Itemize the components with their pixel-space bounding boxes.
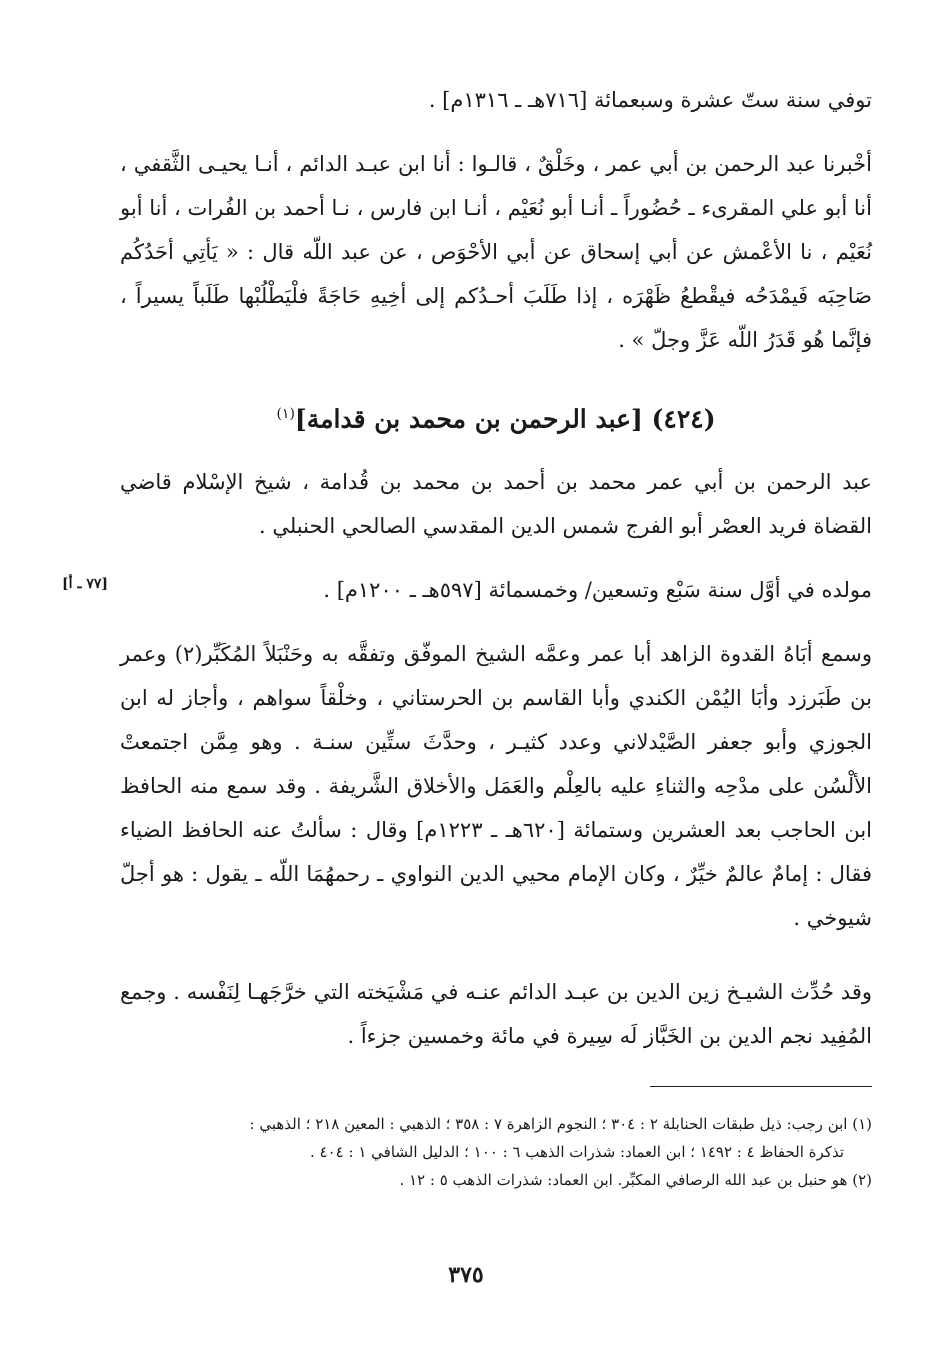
page-number: ٣٧٥ [448,1262,484,1288]
manuscript-folio-reference: [٧٧ ـ أ] [62,576,109,592]
lineage-paragraph [120,460,872,548]
footnote-2: (٢) هو حنبل بن عبد الله الرصافي المكبِّر. ابن العماد: شذرات الذهب ٥ : ١٢ . [399,1171,872,1189]
hearing-text: وسمع أبَاهُ القدوة الزاهد أبا عمر وعمَّه الشيخ الموفّق وتفقَّه به وحَنْبَلاً المُكَبِّر(٢) وعمر بن طَبَرزد وأبَا اليُمْن الكندي وأبا القاسم بن الحرستاني ، وخلْقاً سواهم ، وأجاز له ابن الجوزي وأبو جعفر الصَّيْدلاني وعدد كثيـر ، وحدَّثَ ستِّين سنـة . وهو مِمَّن اجتمعتْ الألْسُن على مدْحِه والثناءِ عليه بالعِلْم والعَمَل والأخلاق الشَّريفة . وقد سمع منه الحافظ ابن الحاجب بعد العشرين وستمائة [٦٢٠هـ ـ ١٢٢٣م] وقال : سألتُ عنه الحافظ الضياء فقال : إمامٌ عالمٌ خيِّرٌ ، وكان الإمام محيي الدين النواوي ـ رحمهُمَا اللّه ـ يقول : هو أجلّ شيوخي . [120,642,873,930]
hearing-paragraph [120,632,872,940]
narrated-text: وقد حُدِّث الشيـخ زين الدين بن عبـد الدائم عنـه في مَشْيَخته التي خرَّجَهـا لِنَفْسه . وجمع المُفِيد نجم الدين بن الخَبَّاز لَه سِيرة في مائة وخمسين جزءاً . [120,980,872,1048]
entry-heading [120,392,872,441]
birth-text: مولده في أوَّل سنة سَبْع وتسعين/ وخمسمائة [٥٩٧هـ ـ ١٢٠٠م] . [323,578,872,602]
birth-paragraph [120,568,872,612]
entry-heading-text: (٤٢٤) [عبد الرحمن بن محمد بن قدامة] [294,404,716,434]
footnote-1-line-1: (١) ابن رجب: ذيل طبقات الحنابلة ٢ : ٣٠٤ ؛ النجوم الزاهرة ٧ : ٣٥٨ ؛ الذهبي : المعين ٢١٨ ؛ الذهبي : [249,1115,872,1133]
death-paragraph [120,78,872,122]
death-text: توفي سنة ستّ عشرة وسبعمائة [٧١٦هـ ـ ١٣١٦م] . [428,88,872,112]
narration-paragraph [120,142,872,362]
narration-text: أخْبرنا عبد الرحمن بن أبي عمر ، وخَلْقٌ ، قالـوا : أنا ابن عبـد الدائم ، أنـا يحيـى الثَّقفي ، أنا أبو علي المقرىء ـ حُضُوراً ـ أنـا أبو نُعَيْم ، أنـا ابن فارس ، نـا أحمد بن الفُرات ، أنا أبو نُعَيْم ، نا الأعْمش عن أبي إسحاق عن أبي الأحْوَص ، عن عبد اللّه قال : « يَأتِي أحَدُكُم صَاحِبَه فَيمْدَحُه فيقْطعُ ظَهْرَه ، إذا طَلَبَ أحـدُكم إلى أخِيهِ حَاجَةً فلْيَطْلُبْها طَلَباً يسيراً ، فإنَّما هُو قَدَرُ اللّه عَزَّ وجلّ » . [120,152,872,352]
entry-footnote-marker: (١) [276,406,295,422]
footnote-1-line-2: تذكرة الحفاظ ٤ : ١٤٩٢ ؛ ابن العماد: شذرات الذهب ٦ : ١٠٠ ؛ الدليل الشافي ١ : ٤٠٤ . [310,1143,844,1161]
footnotes [120,1110,872,1194]
footnote-divider [650,1086,872,1087]
lineage-text: عبد الرحمن بن أبي عمر محمد بن أحمد بن محمد بن قُدامة ، شيخ الإسْلام قاضي القضاة فريد العصْر أبو الفرج شمس الدين المقدسي الصالحي الحنبلي . [120,470,872,538]
narrated-paragraph [120,970,872,1058]
